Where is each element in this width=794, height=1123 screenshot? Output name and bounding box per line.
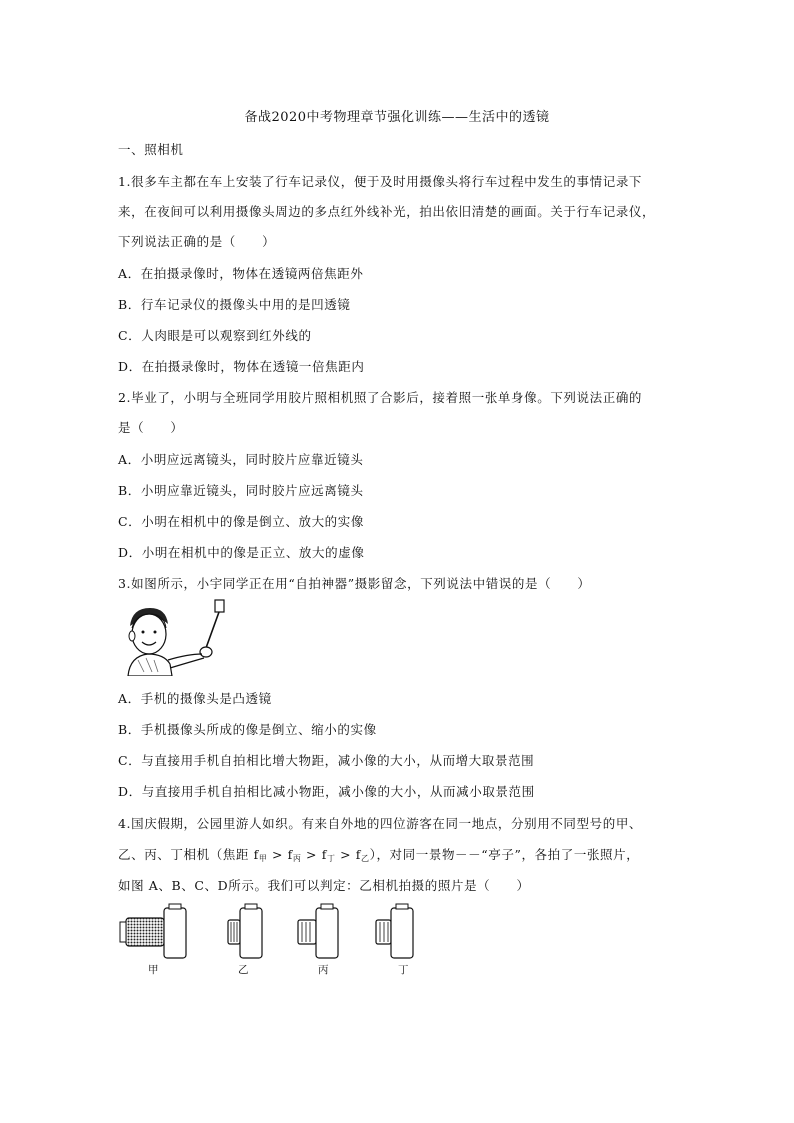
q4-sub-jia: 甲 <box>258 854 268 863</box>
selfie-stick-boy-figure <box>118 598 228 676</box>
camera-ding-icon <box>376 904 413 958</box>
q2-stem-line1: 2.毕业了，小明与全班同学用胶片照相机照了合影后，接着照一张单身像。下列说法正确的 <box>118 390 643 405</box>
q1-stem-line1: 1.很多车主都在车上安装了行车记录仪，便于及时用摄像头将行车过程中发生的事情记录下 <box>118 174 643 189</box>
camera-label-jia: 甲 <box>148 964 159 976</box>
q4-stem-line2 <box>118 845 639 864</box>
q4-line2-part-b: > f <box>267 847 293 862</box>
q4-line2-part-d: > f <box>335 847 361 862</box>
camera-label-ding: 丁 <box>398 964 409 976</box>
section-heading: 一、照相机 <box>118 142 184 157</box>
q1-stem-line3: 下列说法正确的是（ ） <box>118 234 276 249</box>
q4-line2-part-c: > f <box>301 847 327 862</box>
document-title: 备战2020中考物理章节强化训练——生活中的透镜 <box>244 110 550 125</box>
q3-stem-line1: 3.如图所示，小宇同学正在用“自拍神器”摄影留念，下列说法中错误的是（ ） <box>118 576 591 591</box>
q1-stem-line2: 来，在夜间可以利用摄像头周边的多点红外线补光，拍出依旧清楚的画面。关于行车记录仪， <box>118 204 656 219</box>
camera-label-bing: 丙 <box>318 964 329 976</box>
q3-option-d: D．与直接用手机自拍相比减小物距，减小像的大小，从而减小取景范围 <box>118 784 535 799</box>
q4-line2-part-e: ），对同一景物－－“亭子”，各拍了一张照片， <box>369 847 640 862</box>
q2-option-a: A．小明应远离镜头，同时胶片应靠近镜头 <box>118 452 364 467</box>
q1-option-d: D．在拍摄录像时，物体在透镜一倍焦距内 <box>118 359 365 374</box>
q4-sub-bing: 丙 <box>292 854 302 863</box>
q4-sub-yi: 乙 <box>361 854 370 863</box>
q2-option-c: C．小明在相机中的像是倒立、放大的实像 <box>118 514 364 529</box>
q2-stem-line2: 是（ ） <box>118 420 184 435</box>
q3-option-c: C．与直接用手机自拍相比增大物距，减小像的大小，从而增大取景范围 <box>118 753 535 768</box>
q1-option-c: C．人肉眼是可以观察到红外线的 <box>118 328 312 343</box>
camera-label-yi: 乙 <box>238 964 249 976</box>
q1-option-a: A．在拍摄录像时，物体在透镜两倍焦距外 <box>118 266 364 281</box>
q2-option-b: B．小明应靠近镜头，同时胶片应远离镜头 <box>118 483 364 498</box>
q4-line2-part-a: 乙、丙、丁相机（焦距 f <box>118 847 259 862</box>
q4-stem-line1: 4.国庆假期，公园里游人如织。有来自外地的四位游客在同一地点，分别用不同型号的甲、 <box>118 816 643 831</box>
q3-option-a: A．手机的摄像头是凸透镜 <box>118 691 272 706</box>
camera-bing-icon <box>298 904 338 958</box>
cameras-figure <box>118 902 438 962</box>
camera-yi-icon <box>228 904 262 958</box>
q4-sub-ding: 丁 <box>326 854 336 863</box>
q1-option-b: B．行车记录仪的摄像头中用的是凹透镜 <box>118 297 351 312</box>
camera-jia-icon <box>120 904 186 958</box>
q4-stem-line3: 如图 A、B、C、D所示。我们可以判定：乙相机拍摄的照片是（ ） <box>118 878 530 893</box>
q2-option-d: D．小明在相机中的像是正立、放大的虚像 <box>118 545 365 560</box>
q3-option-b: B．手机摄像头所成的像是倒立、缩小的实像 <box>118 722 377 737</box>
